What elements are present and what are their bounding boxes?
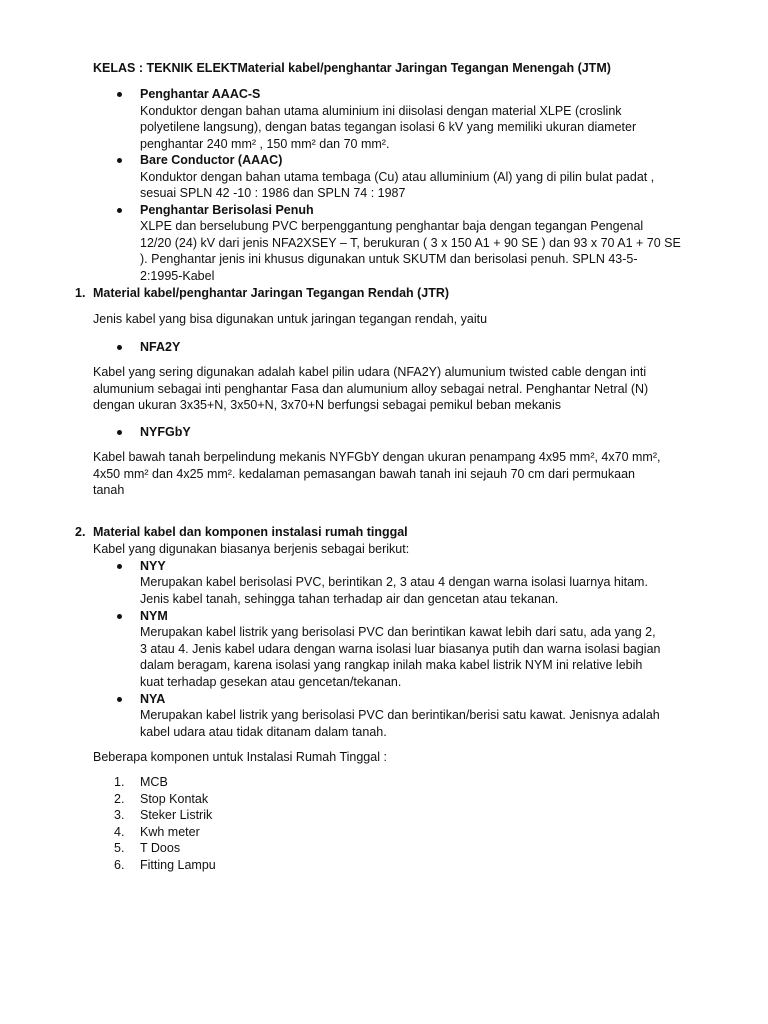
section-heading: Material kabel/penghantar Jaringan Tegangan Rendah (JTR): [93, 286, 450, 300]
jtm-item-title: Penghantar Berisolasi Penuh: [140, 203, 314, 217]
jtr-item-line: dengan ukuran 3x35+N, 3x50+N, 3x70+N berfungsi sebagai pemikul beban mekanis: [93, 398, 562, 412]
cable-type-line: Jenis kabel tanah, sehingga tahan terhadap air dan gencetan atau tekanan.: [140, 592, 559, 606]
cable-type-title: NYA: [140, 692, 166, 706]
jtm-item-line: 12/20 (24) kV dari jenis NFA2XSEY – T, berukuran ( 3 x 150 A1 + 90 SE ) dan 93 x 70 A1 + 70 SE: [140, 236, 681, 250]
bullet-icon: [117, 430, 122, 435]
jtr-item-line: tanah: [93, 483, 125, 497]
section-number: 1.: [75, 286, 86, 300]
jtr-item-line: Kabel bawah tanah berpelindung mekanis NYFGbY dengan ukuran penampang 4x95 mm², 4x70 mm²,: [93, 450, 661, 464]
cable-type-line: Merupakan kabel berisolasi PVC, berintikan 2, 3 atau 4 dengan warna isolasi luarnya hitam.: [140, 575, 648, 589]
component-item: T Doos: [140, 841, 181, 855]
component-item: MCB: [140, 775, 168, 789]
jtm-item-line: polyetilene langsung), dengan batas tegangan isolasi 6 kV yang memiliki ukuran diameter: [140, 120, 637, 134]
jtr-item-title: NFA2Y: [140, 340, 181, 354]
cable-type-line: dalam beragam, karena isolasi yang rangkap inilah maka kabel listrik NYM ini relative lebih: [140, 658, 643, 672]
bullet-icon: [117, 614, 122, 619]
bullet-icon: [117, 158, 122, 163]
component-number: 5.: [114, 841, 125, 855]
bullet-icon: [117, 697, 122, 702]
bullet-icon: [117, 345, 122, 350]
jtm-item-line: XLPE dan berselubung PVC berpenggantung penghantar baja dengan tegangan Pengenal: [140, 219, 644, 233]
jtm-item-title: Penghantar AAAC-S: [140, 87, 261, 101]
jtm-item-line: sesuai SPLN 42 -10 : 1986 dan SPLN 74 : 1987: [140, 186, 406, 200]
section-intro: Kabel yang digunakan biasanya berjenis sebagai berikut:: [93, 542, 410, 556]
section-number: 2.: [75, 525, 86, 539]
component-item: Fitting Lampu: [140, 858, 216, 872]
component-item: Steker Listrik: [140, 808, 213, 822]
jtm-item-title: Bare Conductor (AAAC): [140, 153, 283, 167]
cable-type-line: kabel udara atau tidak ditanam dalam tanah.: [140, 725, 387, 739]
section-heading: Material kabel dan komponen instalasi rumah tinggal: [93, 525, 408, 539]
jtm-item-line: 2:1995-Kabel: [140, 269, 215, 283]
bullet-icon: [117, 564, 122, 569]
bullet-icon: [117, 208, 122, 213]
jtr-item-line: 4x50 mm² dan 4x25 mm². kedalaman pemasangan bawah tanah ini sejauh 70 cm dari permukaan: [93, 467, 635, 481]
page-title: KELAS : TEKNIK ELEKTMaterial kabel/penghantar Jaringan Tegangan Menengah (JTM): [93, 61, 611, 75]
component-number: 1.: [114, 775, 125, 789]
components-intro: Beberapa komponen untuk Instalasi Rumah Tinggal :: [93, 750, 387, 764]
cable-type-line: Merupakan kabel listrik yang berisolasi PVC dan berintikan/berisi satu kawat. Jenisnya adalah: [140, 708, 660, 722]
cable-type-title: NYY: [140, 559, 166, 573]
component-item: Stop Kontak: [140, 792, 209, 806]
component-item: Kwh meter: [140, 825, 200, 839]
component-number: 6.: [114, 858, 125, 872]
jtr-item-line: alumunium sebagai inti penghantar Fasa dan alumunium alloy sebagai netral. Penghantar Netral (N): [93, 382, 649, 396]
jtm-item-line: penghantar 240 mm² , 150 mm² dan 70 mm².: [140, 137, 390, 151]
jtr-item-line: Kabel yang sering digunakan adalah kabel pilin udara (NFA2Y) alumunium twisted cable dengan inti: [93, 365, 647, 379]
component-number: 2.: [114, 792, 125, 806]
bullet-icon: [117, 92, 122, 97]
cable-type-line: kuat terhadap gesekan atau gencetan/tekanan.: [140, 675, 402, 689]
cable-type-line: 3 atau 4. Jenis kabel udara dengan warna isolasi luar biasanya putih dan warna isolasi bagian: [140, 642, 661, 656]
component-number: 3.: [114, 808, 125, 822]
cable-type-line: Merupakan kabel listrik yang berisolasi PVC dan berintikan kawat lebih dari satu, ada yang 2,: [140, 625, 656, 639]
jtm-item-line: ). Penghantar jenis ini khusus digunakan untuk SKUTM dan berisolasi penuh. SPLN 43-5-: [140, 252, 638, 266]
jtm-item-line: Konduktor dengan bahan utama tembaga (Cu) atau alluminium (Al) yang di pilin bulat padat ,: [140, 170, 655, 184]
section-intro: Jenis kabel yang bisa digunakan untuk jaringan tegangan rendah, yaitu: [93, 312, 488, 326]
component-number: 4.: [114, 825, 125, 839]
jtr-item-title: NYFGbY: [140, 425, 191, 439]
jtm-item-line: Konduktor dengan bahan utama aluminium ini diisolasi dengan material XLPE (croslink: [140, 104, 622, 118]
cable-type-title: NYM: [140, 609, 168, 623]
